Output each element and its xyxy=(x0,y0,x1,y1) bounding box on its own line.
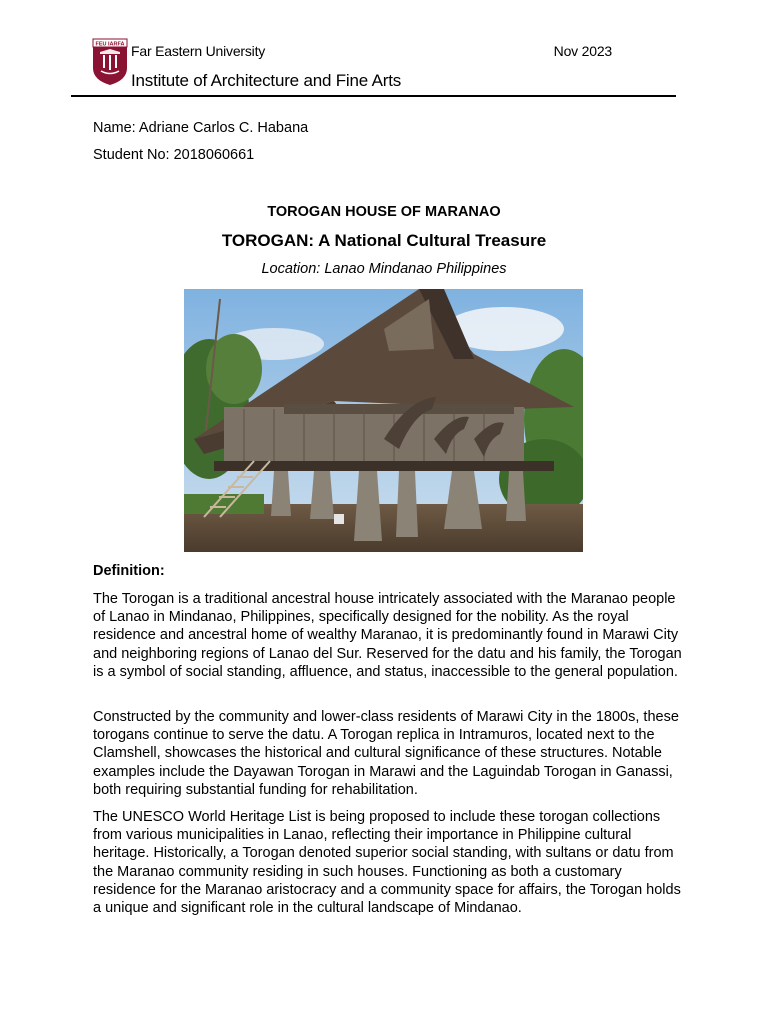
student-name: Name: Adriane Carlos C. Habana xyxy=(93,120,309,136)
svg-text:FEU IARFA: FEU IARFA xyxy=(95,41,125,48)
definition-heading: Definition: xyxy=(93,563,165,579)
feu-seal-logo xyxy=(92,38,128,86)
institute-name: Institute of Architecture and Fine Arts xyxy=(131,71,402,90)
definition-paragraph-3: The UNESCO World Heritage List is being proposed to include these torogan collections from various municipalities in Lanao, reflecting their importance in Philippine cultural heritage. Historically, a Torogan denoted superior social standing, with sultans or datu from the Maranao community residing in such houses. Functioning as both a customary residence for the Maranao aristocracy and a community space for affairs, the Torogan holds a unique and significant role in the cultural landscape of Mindanao. xyxy=(93,809,681,917)
header-divider xyxy=(71,95,676,97)
torogan-house-photo xyxy=(184,289,583,552)
student-number: Student No: 2018060661 xyxy=(93,147,255,163)
document-header xyxy=(92,38,676,96)
definition-paragraph-2: Constructed by the community and lower-class residents of Marawi City in the 1800s, these torogans continue to serve the datu. A Torogan replica in Intramuros, located next to the Clamshell, showcases the historical and cultural significance of these structures. Notable examples include the Dayawan Torogan in Marawi and the Laguindab Torogan in Ganassi, both requiring substantial funding for rehabilitation. xyxy=(93,709,679,798)
definition-paragraph-1: The Torogan is a traditional ancestral house intricately associated with the Maranao people of Lanao in Mindanao, Philippines, specifically designed for the nobility. As the royal residence and ancestral home of wealthy Maranao, it is predominantly found in Marawi City and neighboring regions of Lanao del Sur. Reserved for the datu and his family, the Torogan is a symbol of social standing, affluence, and status, inaccessible to the general population. xyxy=(93,591,682,680)
document-title: TOROGAN HOUSE OF MARANAO xyxy=(267,204,501,220)
document-subtitle: TOROGAN: A National Cultural Treasure xyxy=(221,231,547,250)
torogan-illustration xyxy=(184,289,583,552)
document-date: Nov 2023 xyxy=(553,43,612,59)
location-line: Location: Lanao Mindanao Philippines xyxy=(261,261,507,277)
university-name: Far Eastern University xyxy=(131,43,266,59)
